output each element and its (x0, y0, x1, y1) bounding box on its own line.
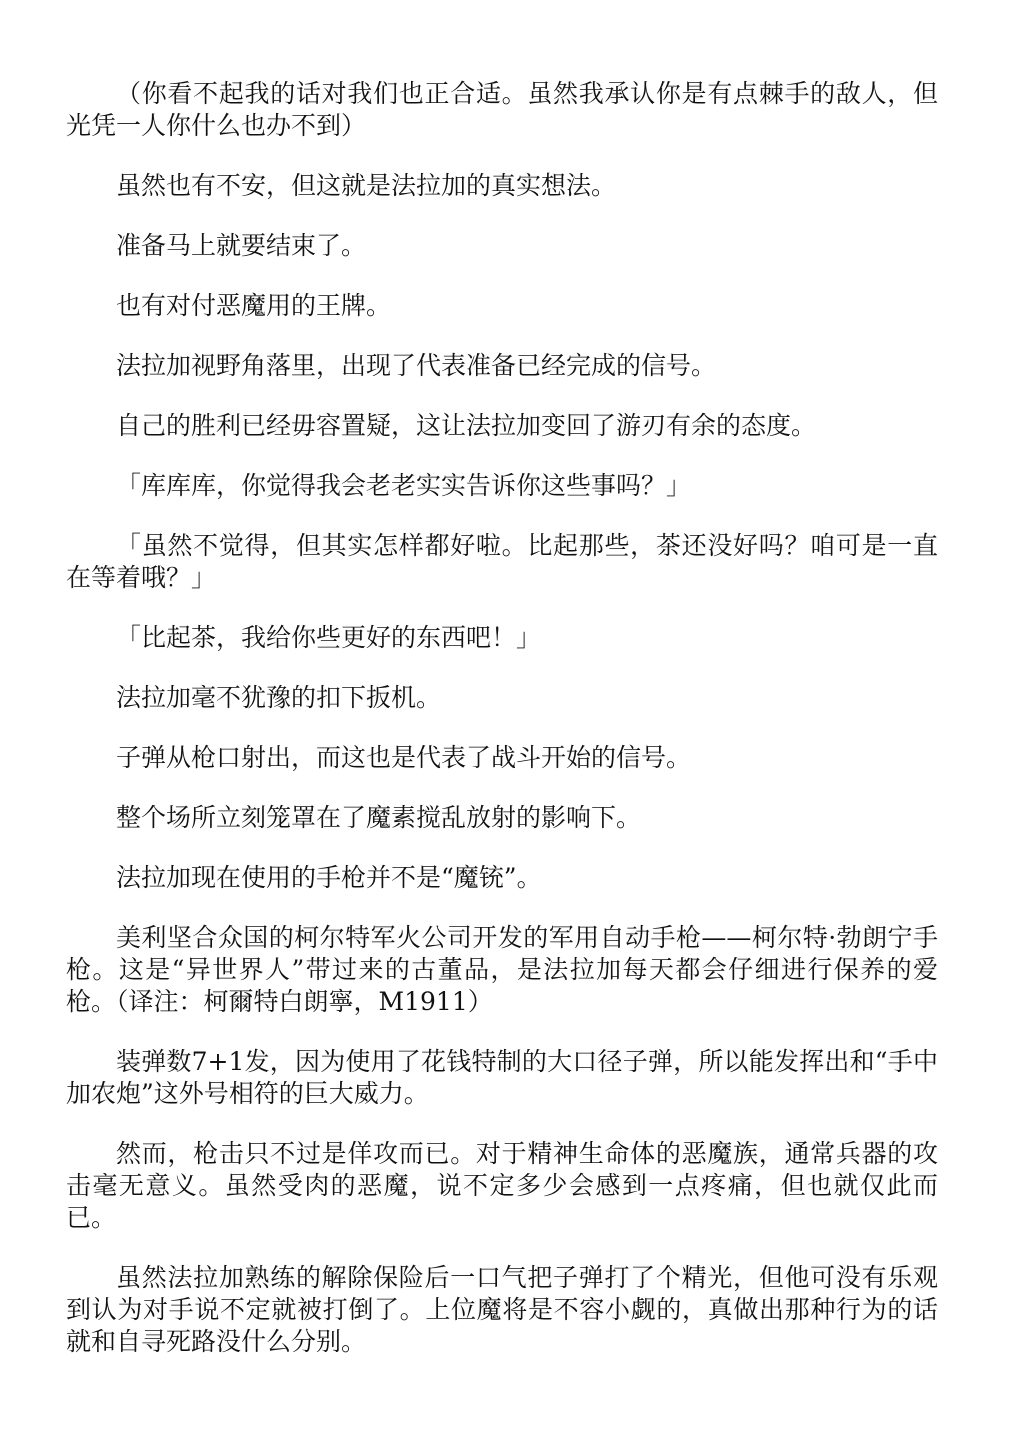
paragraph-9: 「比起茶，我给你些更好的东西吧！」 (116, 623, 542, 652)
paragraph-17: 虽然法拉加熟练的解除保险后一口气把子弹打了个精光，但他可没有乐观到认为对手说不定就被打倒了。上位魔将是不容小觑的，真做出那种行为的话就和自寻死路没什么分别。 (66, 1263, 938, 1356)
paragraph-1: （你看不起我的话对我们也正合适。虽然我承认你是有点棘手的敌人，但光凭一人你什么也办不到） (66, 79, 938, 140)
paragraph-16: 然而，枪击只不过是佯攻而已。对于精神生命体的恶魔族，通常兵器的攻击毫无意义。虽然受肉的恶魔，说不定多少会感到一点疼痛，但也就仅此而已。 (66, 1139, 938, 1232)
text-column (66, 78, 938, 1386)
paragraph-3: 准备马上就要结束了。 (116, 231, 367, 260)
paragraph-6: 自己的胜利已经毋容置疑，这让法拉加变回了游刃有余的态度。 (116, 411, 817, 440)
paragraph-4: 也有对付恶魔用的王牌。 (116, 291, 392, 320)
paragraph-2: 虽然也有不安，但这就是法拉加的真实想法。 (116, 171, 617, 200)
paragraph-12: 整个场所立刻笼罩在了魔素搅乱放射的影响下。 (116, 803, 642, 832)
paragraph-11: 子弹从枪口射出，而这也是代表了战斗开始的信号。 (116, 743, 692, 772)
paragraph-7: 「库库库，你觉得我会老老实实告诉你这些事吗？」 (116, 471, 692, 500)
paragraph-10: 法拉加毫不犹豫的扣下扳机。 (116, 683, 442, 712)
paragraph-14: 美利坚合众国的柯尔特军火公司开发的军用自动手枪——柯尔特·勃朗宁手枪。这是“异世界人”带过来的古董品，是法拉加每天都会仔细进行保养的爱枪。（译注：柯爾特白朗寧，M1911） (66, 923, 938, 1016)
paragraph-5: 法拉加视野角落里，出现了代表准备已经完成的信号。 (116, 351, 717, 380)
paragraph-8: 「虽然不觉得，但其实怎样都好啦。比起那些，茶还没好吗？咱可是一直在等着哦？」 (66, 531, 938, 592)
paragraph-13: 法拉加现在使用的手枪并不是“魔铳”。 (116, 863, 542, 892)
paragraph-15: 装弹数7+1发，因为使用了花钱特制的大口径子弹，所以能发挥出和“手中加农炮”这外号相符的巨大威力。 (66, 1047, 938, 1108)
